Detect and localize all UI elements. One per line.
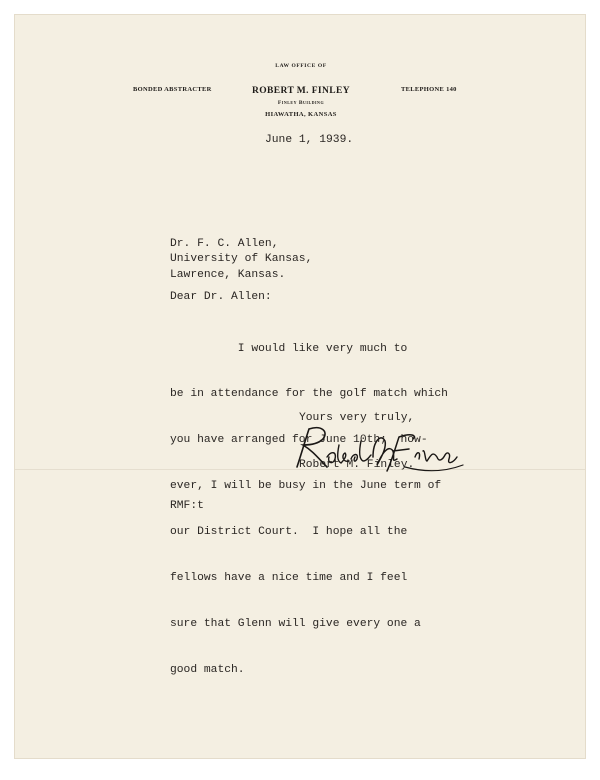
typist-initials: RMF:t — [170, 500, 204, 512]
body-line: ever, I will be busy in the June term of — [170, 480, 442, 493]
handwritten-signature — [287, 421, 467, 481]
letter-body — [170, 311, 448, 709]
address-line: Lawrence, Kansas. — [170, 268, 286, 281]
recipient-address — [170, 237, 312, 283]
body-line: I would like very much to — [170, 342, 408, 355]
typed-signature: Robert M. Finley. — [299, 459, 415, 471]
body-line: be in attendance for the golf match which — [170, 388, 448, 401]
letterhead-law-office: LAW OFFICE OF — [275, 63, 327, 69]
letter-sheet — [14, 14, 586, 759]
address-line: Dr. F. C. Allen, — [170, 238, 279, 250]
salutation: Dear Dr. Allen: — [170, 291, 272, 303]
letterhead-building: Finley Building — [277, 100, 325, 106]
closing: Yours very truly, — [299, 412, 415, 424]
letterhead-bonded-abstracter: BONDED ABSTRACTER — [133, 86, 212, 93]
body-line: our District Court. I hope all the — [170, 526, 408, 539]
body-line: sure that Glenn will give every one a — [170, 617, 421, 630]
letterhead-telephone: TELEPHONE 140 — [401, 86, 457, 93]
letter-date: June 1, 1939. — [265, 134, 354, 146]
letterhead-name: ROBERT M. FINLEY — [252, 86, 350, 96]
body-line: you have arranged for June 10th; how- — [170, 434, 428, 447]
body-line: good match. — [170, 663, 245, 676]
address-line: University of Kansas, — [170, 253, 313, 266]
body-line: fellows have a nice time and I feel — [170, 572, 408, 585]
letterhead-city: HIAWATHA, KANSAS — [265, 111, 337, 118]
